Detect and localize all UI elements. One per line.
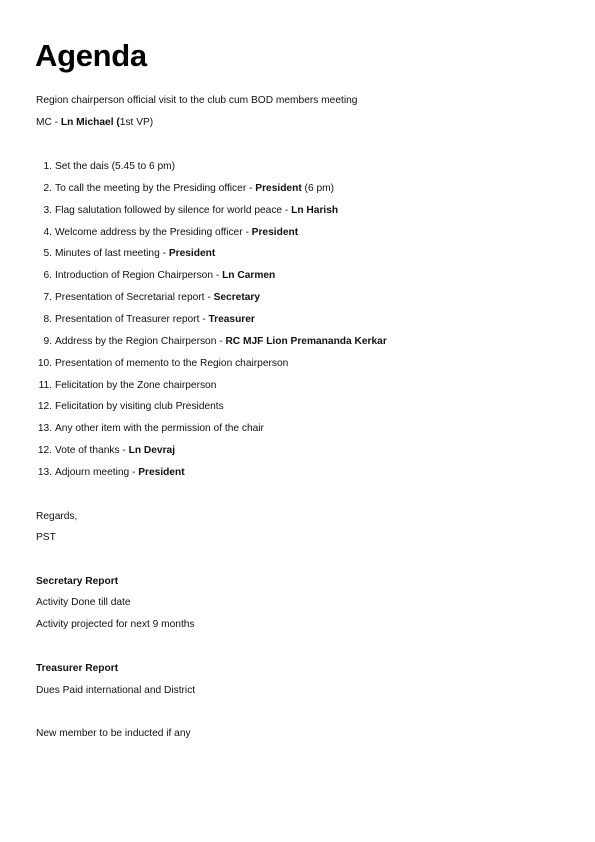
agenda-item — [36, 422, 264, 435]
agenda-item-number: 10. — [37, 357, 52, 369]
agenda-item-text: Felicitation by the Zone chairperson — [55, 379, 217, 391]
agenda-item-text: Adjourn meeting - — [55, 466, 139, 478]
agenda-item — [36, 204, 338, 217]
page-title: Agenda — [35, 38, 147, 73]
agenda-item-responsible: President — [168, 248, 216, 260]
agenda-item-text: Presentation of memento to the Region chairperson — [55, 357, 289, 369]
agenda-item — [36, 444, 175, 457]
agenda-item-number: 3. — [43, 204, 52, 216]
agenda-item-text: Flag salutation followed by silence for world peace - — [55, 204, 292, 216]
agenda-item-text: Felicitation by visiting club Presidents — [55, 401, 224, 413]
agenda-item-responsible: President — [251, 226, 299, 238]
new-member-text: New member to be inducted if any — [36, 728, 191, 739]
agenda-item — [36, 335, 387, 348]
agenda-item-text: Vote of thanks - — [55, 445, 129, 457]
treasurer-line: Dues Paid international and District — [36, 685, 196, 696]
agenda-item — [36, 313, 255, 326]
secretary-line: Activity projected for next 9 months — [36, 619, 195, 630]
mc-prefix: MC - — [36, 117, 61, 128]
agenda-item-number: 11. — [38, 379, 52, 391]
mc-line — [36, 116, 153, 129]
agenda-item-text: Presentation of Treasurer report - — [55, 314, 209, 325]
agenda-item-text: Introduction of Region Chairperson - — [55, 270, 223, 282]
agenda-item-number: 13. — [37, 423, 52, 435]
secretary-line: Activity Done till date — [36, 597, 131, 608]
agenda-item — [36, 400, 224, 413]
agenda-item-number: 13. — [37, 466, 52, 478]
agenda-item-text: Any other item with the permission of the chair — [55, 423, 264, 435]
agenda-item-number: 2. — [43, 182, 52, 194]
agenda-item — [36, 466, 185, 479]
agenda-item-responsible: Treasurer — [208, 314, 255, 325]
intro-text: Region chairperson official visit to the club cum BOD members meeting — [36, 95, 358, 106]
agenda-item-responsible: Ln Harish — [291, 204, 339, 216]
agenda-item — [36, 269, 275, 282]
agenda-item-number: 5. — [43, 248, 52, 260]
agenda-item-number: 7. — [43, 292, 52, 304]
agenda-item-text: Minutes of last meeting - — [55, 248, 169, 260]
mc-suffix: 1st VP) — [119, 117, 154, 128]
agenda-item-number: 12. — [37, 401, 52, 413]
agenda-item-responsible: Secretary — [213, 292, 261, 304]
agenda-item-number: 12. — [37, 445, 52, 457]
agenda-item-number: 8. — [43, 314, 52, 325]
agenda-item-text: Presentation of Secretarial report - — [55, 292, 214, 304]
agenda-item-number: 6. — [43, 270, 52, 282]
agenda-item-text: Address by the Region Chairperson - — [55, 335, 226, 347]
agenda-item-text: To call the meeting by the Presiding officer - — [55, 182, 256, 194]
agenda-item — [36, 291, 260, 304]
agenda-item-responsible: Ln Carmen — [222, 270, 276, 282]
agenda-item — [36, 182, 334, 195]
agenda-item-responsible: President — [255, 182, 302, 194]
agenda-item — [36, 226, 298, 239]
agenda-item — [36, 379, 216, 392]
signature-text: PST — [36, 532, 56, 543]
treasurer-report-heading: Treasurer Report — [36, 663, 119, 674]
regards-text: Regards, — [36, 511, 78, 522]
agenda-item-text: Welcome address by the Presiding officer - — [55, 226, 252, 238]
secretary-report-heading: Secretary Report — [36, 576, 119, 587]
agenda-item-text: Set the dais (5.45 to 6 pm) — [55, 161, 176, 172]
agenda-item-responsible: President — [138, 466, 185, 478]
agenda-item — [36, 357, 288, 370]
agenda-item — [36, 160, 175, 173]
mc-name: Ln Michael ( — [60, 117, 120, 128]
agenda-item — [36, 247, 215, 260]
agenda-item-number: 9. — [43, 335, 52, 347]
agenda-item-number: 4. — [43, 226, 52, 238]
agenda-item-responsible: Ln Devraj — [128, 445, 176, 457]
agenda-item-responsible: RC MJF Lion Premananda Kerkar — [225, 335, 387, 347]
agenda-item-number: 1. — [43, 161, 52, 172]
agenda-item-note: (6 pm) — [301, 182, 334, 194]
